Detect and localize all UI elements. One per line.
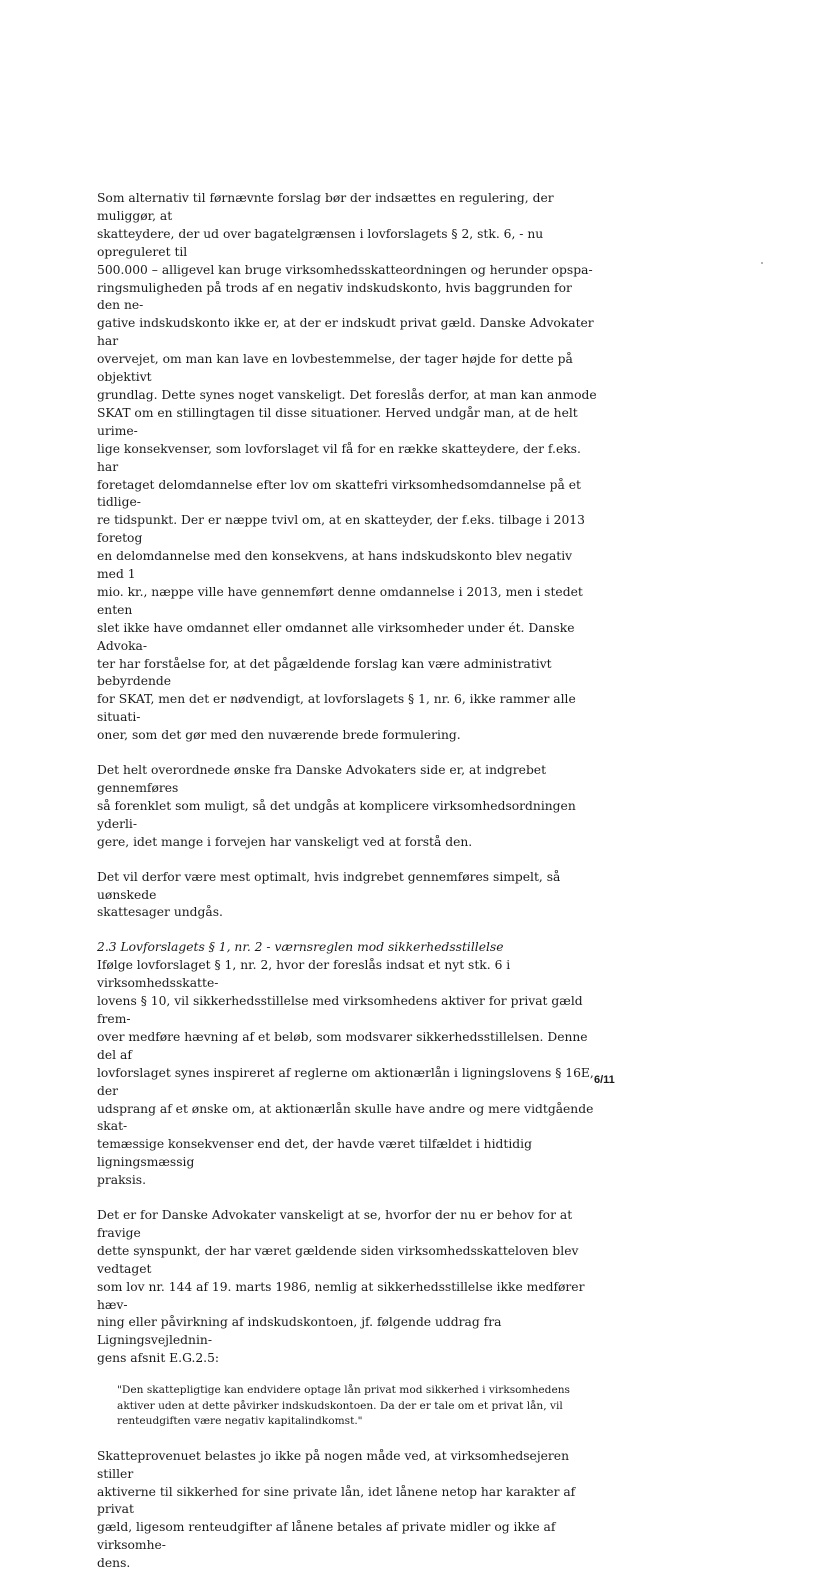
paragraph-alternative-proposal: Som alternativ til førnævnte forslag bør der indsættes en regulering, der muliggør, at skatteydere, der ud over bagatelgrænsen i lovforslagets § 2, stk. 6, - nu opreguleret til 500.000 – alligevel kan bruge virksomhedsskatteordningen og herunder opspa- ringsmuligheden på trods af en negativ indskudskonto, hvis baggrunden for den ne- gative indskudskonto ikke er, at der er indskudt privat gæld. Danske Advokater har overvejet, om man kan lave en lovbestemmelse, der tager højde for dette på objektivt grundlag. Dette synes noget vanskeligt. Det foreslås derfor, at man kan anmode SKAT om en stillingtagen til disse situationer. Herved undgår man, at de helt urime- lige konsekvenser, som lovforslaget vil få for en række skatteydere, der f.eks. har foretaget delomdannelse efter lov om skattefri virksomhedsomdannelse på et tidlige- re tidspunkt. Der er næppe tvivl om, at en skatteyder, der f.eks. tilbage i 2013 foretog en delomdannelse med den konsekvens, at hans indskudskonto blev negativ med 1 mio. kr., næppe ville have gennemført denne omdannelse i 2013, men i stedet enten slet ikke have omdannet eller omdannet alle virksomheder under ét. Danske Advoka- ter har forståelse for, at det pågældende forslag kan være administrativt bebyrdende for SKAT, men det er nødvendigt, at lovforslagets § 1, nr. 6, ikke rammer alle situati- oner, som det gør med den nuværende brede formulering.	[97, 191, 597, 743]
section-heading: 2.3 Lovforslagets § 1, nr. 2 - værnsreglen mod sikkerhedsstillelse	[97, 940, 504, 955]
paragraph-optimal-simple: Det vil derfor være mest optimalt, hvis indgrebet gennemføres simpelt, så uønskede skattesager undgås.	[97, 869, 561, 920]
paragraph-difficult-to-see: Det er for Danske Advokater vanskeligt at se, hvorfor der nu er behov for at fravige dette synspunkt, der har været gældende siden virksomhedsskatteloven blev vedtaget som lov nr. 144 af 19. marts 1986, nemlig at sikkerhedsstillelse ikke medfører hæv- ning eller påvirkning af indskudskontoen, jf. følgende uddrag fra Ligningsvejlednin- gens afsnit E.G.2.5:	[97, 1208, 585, 1366]
paragraph-overall-wish: Det helt overordnede ønske fra Danske Advokaters side er, at indgrebet gennemføres så forenklet som muligt, så det undgås at komplicere virksomhedsordningen yderli- gere, idet mange i forvejen har vanskeligt ved at forstå den.	[97, 763, 576, 849]
quote-block: "Den skattepligtige kan endvidere optage lån privat mod sikkerhed i virksomhedens aktiver uden at dette påvirker indskudskontoen. Da der er tale om et privat lån, vil renteudgiften være negativ kapitalindkomst."	[117, 1384, 570, 1428]
document-body	[97, 190, 597, 1590]
page-number: 6/11	[594, 1074, 615, 1086]
scan-artifact-dot	[761, 262, 763, 264]
paragraph-security-rule: Ifølge lovforslaget § 1, nr. 2, hvor der foreslås indsat et nyt stk. 6 i virksomhedsskatte- lovens § 10, vil sikkerhedsstillelse med virksomhedens aktiver for privat gæld frem- over medføre hævning af et beløb, som modsvarer sikkerhedsstillelsen. Denne del af lovforslaget synes inspireret af reglerne om aktionærlån i ligningslovens § 16E, der udsprang af et ønske om, at aktionærlån skulle have andre og mere vidtgående skat- temæssige konsekvenser end det, der havde været tilfældet i hidtidig ligningsmæssig praksis.	[97, 958, 594, 1188]
paragraph-tax-revenue: Skatteprovenuet belastes jo ikke på nogen måde ved, at virksomhedsejeren stiller aktiverne til sikkerhed for sine private lån, idet lånene netop har karakter af privat gæld, ligesom renteudgifter af lånene betales af private midler og ikke af virksomhe- dens.	[97, 1448, 576, 1571]
